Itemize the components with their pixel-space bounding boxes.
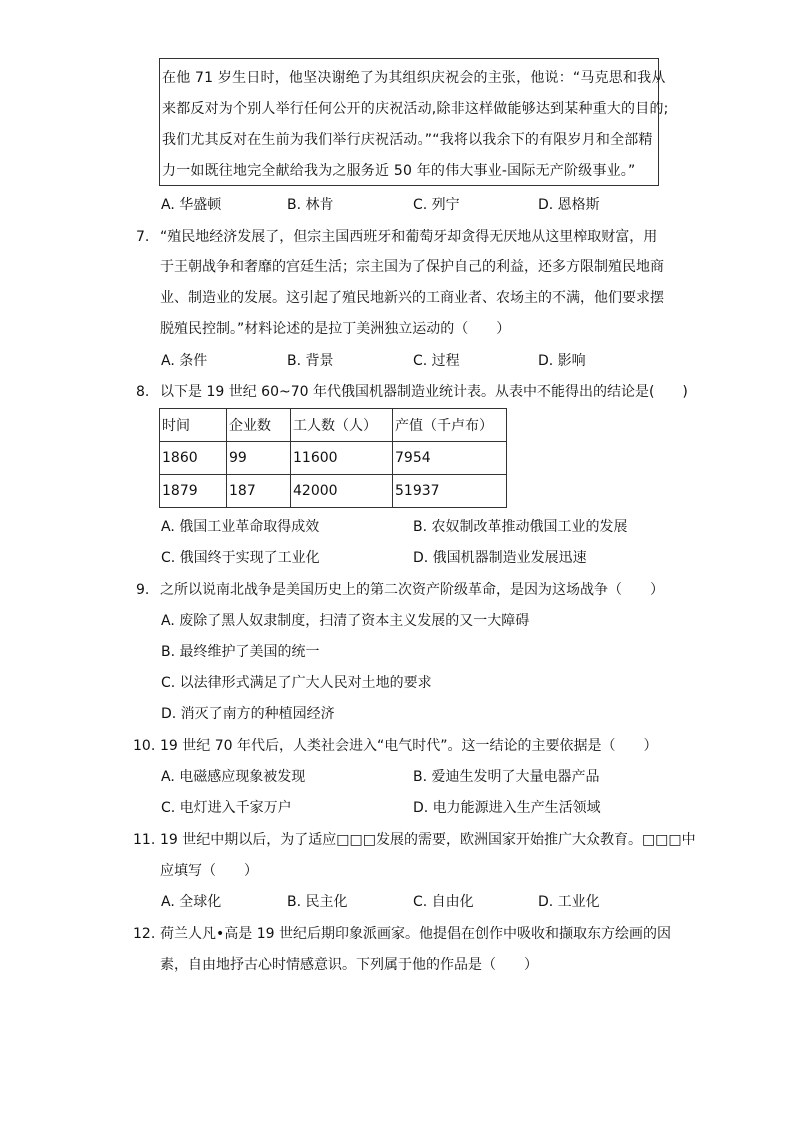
quote-line: 在他 71 岁生日时，他坚决谢绝了为其组织庆祝会的主张，他说：“马克思和我从 — [162, 70, 666, 86]
table-header-cell: 产值（千卢布） — [393, 409, 507, 442]
table-row — [160, 475, 507, 508]
q9-option-b: B. 最终维护了美国的统一 — [161, 644, 320, 660]
q6-option-d: D. 恩格斯 — [538, 197, 600, 213]
table-header-row — [160, 409, 507, 442]
table-row — [160, 442, 507, 475]
q8-option-b: B. 农奴制改革推动俄国工业的发展 — [413, 519, 628, 535]
q7-option-b: B. 背景 — [287, 353, 334, 369]
q7-text-line: 于王朝战争和奢靡的宫廷生活；宗主国为了保护自己的利益，还多方限制殖民地商 — [160, 259, 664, 275]
q9-number: 9. — [136, 582, 150, 598]
q12-text-line: 素，自由地抒古心时情感意识。下列属于他的作品是（ ） — [160, 957, 538, 973]
q11-text-line: 19 世纪中期以后，为了适应□□□发展的需要，欧洲国家开始推广大众教育。□□□中 — [160, 832, 696, 848]
table-cell: 7954 — [393, 442, 507, 475]
quote-box — [159, 58, 669, 186]
q8-option-a: A. 俄国工业革命取得成效 — [161, 519, 320, 535]
q8-number: 8. — [136, 384, 150, 400]
q12-text-line: 荷兰人凡•高是 19 世纪后期印象派画家。他提倡在创作中吸收和撷取东方绘画的因 — [160, 926, 671, 942]
q10-option-b: B. 爱迪生发明了大量电器产品 — [413, 769, 600, 785]
q10-text: 19 世纪 70 年代后，人类社会进入“电气时代”。这一结论的主要依据是（ ） — [160, 738, 658, 754]
table-cell: 51937 — [393, 475, 507, 508]
q8-option-d: D. 俄国机器制造业发展迅速 — [413, 550, 587, 566]
q7-text-line: 脱殖民控制。”材料论述的是拉丁美洲独立运动的（ ） — [160, 321, 511, 337]
q8-option-c: C. 俄国终于实现了工业化 — [161, 550, 320, 566]
q7-option-c: C. 过程 — [413, 353, 460, 369]
q9-option-a: A. 废除了黑人奴隶制度，扫清了资本主义发展的又一大障碍 — [161, 613, 530, 629]
q11-text-line: 应填写（ ） — [160, 863, 258, 879]
table-header-cell: 企业数 — [227, 409, 291, 442]
q12-number: 12. — [133, 926, 156, 942]
q11-option-a: A. 全球化 — [161, 894, 222, 910]
q10-number: 10. — [133, 738, 156, 754]
quote-line: 来都反对为个别人举行任何公开的庆祝活动,除非这样做能够达到某种重大的目的; — [162, 101, 669, 117]
table-header-cell: 工人数（人） — [291, 409, 393, 442]
table-cell: 11600 — [291, 442, 393, 475]
q6-option-c: C. 列宁 — [413, 197, 460, 213]
q10-option-c: C. 电灯进入千家万户 — [161, 800, 292, 816]
table-cell: 1879 — [160, 475, 227, 508]
q11-option-d: D. 工业化 — [538, 894, 600, 910]
quote-line: 力一如既往地完全献给我为之服务近 50 年的伟大事业-国际无产阶级事业。” — [162, 163, 636, 179]
q9-option-d: D. 消灭了南方的种植园经济 — [161, 706, 335, 722]
q7-option-d: D. 影响 — [538, 353, 586, 369]
q6-option-b: B. 林肯 — [287, 197, 334, 213]
table-cell: 42000 — [291, 475, 393, 508]
q10-option-a: A. 电磁感应现象被发现 — [161, 769, 306, 785]
stats-table — [159, 408, 507, 508]
q11-number: 11. — [133, 832, 156, 848]
q7-number: 7. — [136, 229, 150, 245]
quote-line: 我们尤其反对在生前为我们举行庆祝活动。”“我将以我余下的有限岁月和全部精 — [162, 132, 653, 148]
table-cell: 187 — [227, 475, 291, 508]
table-cell: 1860 — [160, 442, 227, 475]
q7-text-line: “殖民地经济发展了，但宗主国西班牙和葡萄牙却贪得无厌地从这里榨取财富，用 — [160, 229, 658, 245]
q6-option-a: A. 华盛顿 — [161, 197, 222, 213]
table-cell: 99 — [227, 442, 291, 475]
q8-text: 以下是 19 世纪 60~70 年代俄国机器制造业统计表。从表中不能得出的结论是( ) — [160, 384, 688, 400]
q7-option-a: A. 条件 — [161, 353, 208, 369]
q11-option-b: B. 民主化 — [287, 894, 348, 910]
q10-option-d: D. 电力能源进入生产生活领域 — [413, 800, 601, 816]
q7-text-line: 业、制造业的发展。这引起了殖民地新兴的工商业者、农场主的不满，他们要求摆 — [160, 290, 664, 306]
q9-text: 之所以说南北战争是美国历史上的第二次资产阶级革命，是因为这场战争（ ） — [160, 582, 664, 598]
table-header-cell: 时间 — [160, 409, 227, 442]
q11-option-c: C. 自由化 — [413, 894, 474, 910]
q9-option-c: C. 以法律形式满足了广大人民对土地的要求 — [161, 675, 432, 691]
